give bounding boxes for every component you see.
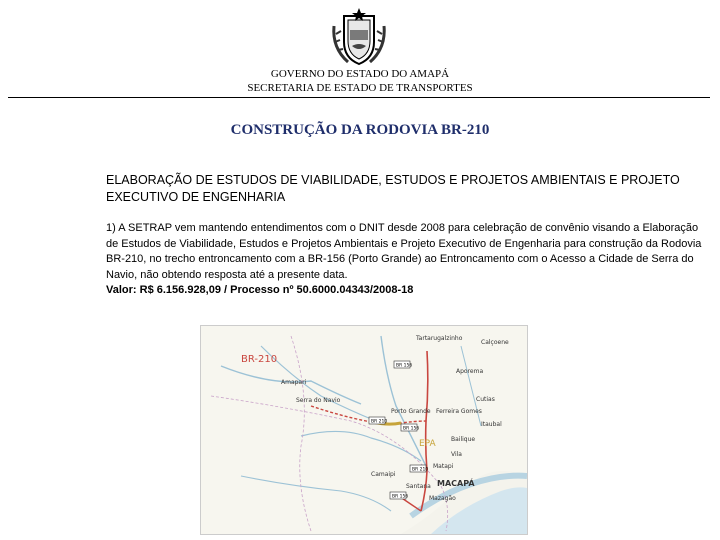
- description-paragraph: 1) A SETRAP vem mantendo entendimentos com o DNIT desde 2008 para celebração de convênio visando a Elaboração de Estudos de Viabilidade, Estudos e Projetos Ambientais e Projeto Executivo de Engenharia para construção da Rodovia BR-210, no trecho entroncamento com a BR-156 (Porto Grande) ao Entroncamento com o Acesso a Cidade de Serra do Navio, não obtendo resposta até a presente data.: [106, 222, 702, 281]
- page-title: CONSTRUÇÃO DA RODOVIA BR-210: [230, 122, 490, 138]
- state-coat-of-arms: [330, 6, 388, 68]
- place-serra-do-navio: Serra do Navio: [296, 397, 341, 404]
- map-svg: [201, 326, 527, 534]
- place-ferreira-gomes: Ferreira Gomes: [436, 408, 482, 415]
- place-matapi: Matapi: [433, 463, 454, 470]
- description-block: [106, 221, 706, 299]
- section-heading: ELABORAÇÃO DE ESTUDOS DE VIABILIDADE, ESTUDOS E PROJETOS AMBIENTAIS E PROJETO EXECUTIVO DE ENGENHARIA: [106, 173, 680, 204]
- shield-br156-central: [401, 424, 419, 432]
- svg-text:BR 156: BR 156: [396, 363, 413, 369]
- place-calcoene: Calçoene: [481, 339, 509, 346]
- place-santana: Santana: [406, 483, 431, 490]
- place-itaubal: Itaubal: [481, 421, 502, 428]
- place-porto-grande: Porto Grande: [391, 408, 431, 415]
- header-divider: [8, 97, 710, 98]
- shield-br156-south: [390, 492, 408, 500]
- place-cutias: Cutias: [476, 396, 495, 403]
- place-bailique: Bailique: [451, 436, 476, 443]
- shield-br210-south: [410, 465, 428, 473]
- svg-text:BR 156: BR 156: [403, 426, 420, 432]
- secretariat-name: SECRETARIA DE ESTADO DE TRANSPORTES: [247, 82, 473, 94]
- place-macapa: MACAPÁ: [437, 479, 475, 488]
- place-mazagao: Mazagão: [429, 495, 456, 502]
- svg-text:BR 210: BR 210: [371, 419, 388, 425]
- government-name: GOVERNO DO ESTADO DO AMAPÁ: [270, 68, 450, 80]
- place-camaipi: Camaipi: [371, 471, 396, 478]
- place-epa: EPA: [419, 439, 436, 449]
- shield-br210-west: [369, 417, 387, 425]
- svg-text:BR 156: BR 156: [392, 494, 409, 500]
- road-map: [200, 325, 528, 535]
- place-aporema: Aporema: [456, 368, 484, 375]
- place-vila: Vila: [451, 451, 462, 458]
- shield-br156-north: [394, 361, 412, 369]
- road-label-br210: BR-210: [241, 354, 278, 365]
- svg-text:BR 210: BR 210: [412, 467, 429, 473]
- place-amapari: Amapari: [281, 379, 307, 386]
- value-process-line: Valor: R$ 6.156.928,09 / Processo nº 50.6000.04343/2008-18: [106, 284, 414, 296]
- place-tartarugalzinho: Tartarugalzinho: [416, 335, 463, 342]
